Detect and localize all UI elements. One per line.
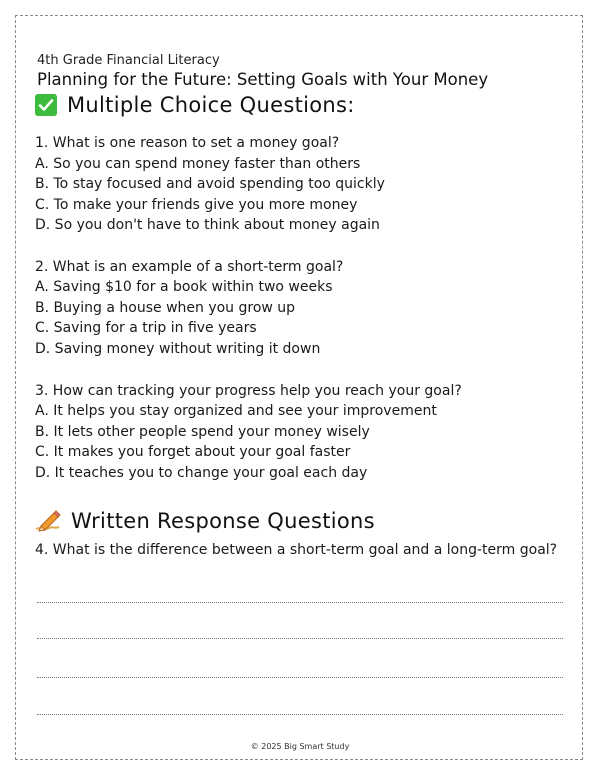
- q1-option-d: D. So you don't have to think about money again: [35, 217, 380, 233]
- q1-option-b: B. To stay focused and avoid spending too quickly: [35, 176, 385, 192]
- question-4: 4. What is the difference between a short-term goal and a long-term goal?: [35, 542, 558, 558]
- q3-option-b: B. It lets other people spend your money wisely: [35, 424, 370, 440]
- q2-option-d: D. Saving money without writing it down: [35, 341, 321, 357]
- answer-line-1[interactable]: [37, 602, 563, 603]
- answer-line-4[interactable]: [37, 714, 563, 715]
- written-response-heading-text: Written Response Questions: [71, 509, 375, 533]
- question-2: 2. What is an example of a short-term goal?: [35, 259, 344, 275]
- question-3: 3. How can tracking your progress help you reach your goal?: [35, 383, 462, 399]
- q1-option-c: C. To make your friends give you more money: [35, 197, 358, 213]
- grade-label: 4th Grade Financial Literacy: [37, 53, 220, 68]
- multiple-choice-heading-text: Multiple Choice Questions:: [67, 93, 355, 117]
- q2-option-b: B. Buying a house when you grow up: [35, 300, 296, 316]
- written-response-heading: [35, 509, 375, 533]
- answer-line-2[interactable]: [37, 638, 563, 639]
- q3-option-d: D. It teaches you to change your goal each day: [35, 465, 368, 481]
- writing-pencil-icon: [35, 510, 61, 532]
- q2-option-c: C. Saving for a trip in five years: [35, 320, 257, 336]
- multiple-choice-heading: [35, 93, 355, 117]
- question-1: 1. What is one reason to set a money goal?: [35, 135, 340, 151]
- check-mark-icon: [35, 94, 57, 116]
- copyright-footer: © 2025 Big Smart Study: [250, 742, 350, 751]
- q3-option-a: A. It helps you stay organized and see your improvement: [35, 403, 437, 419]
- q1-option-a: A. So you can spend money faster than others: [35, 156, 361, 172]
- q2-option-a: A. Saving $10 for a book within two weeks: [35, 279, 333, 295]
- q3-option-c: C. It makes you forget about your goal faster: [35, 444, 351, 460]
- answer-line-3[interactable]: [37, 677, 563, 678]
- page-title: Planning for the Future: Setting Goals with Your Money: [37, 70, 489, 89]
